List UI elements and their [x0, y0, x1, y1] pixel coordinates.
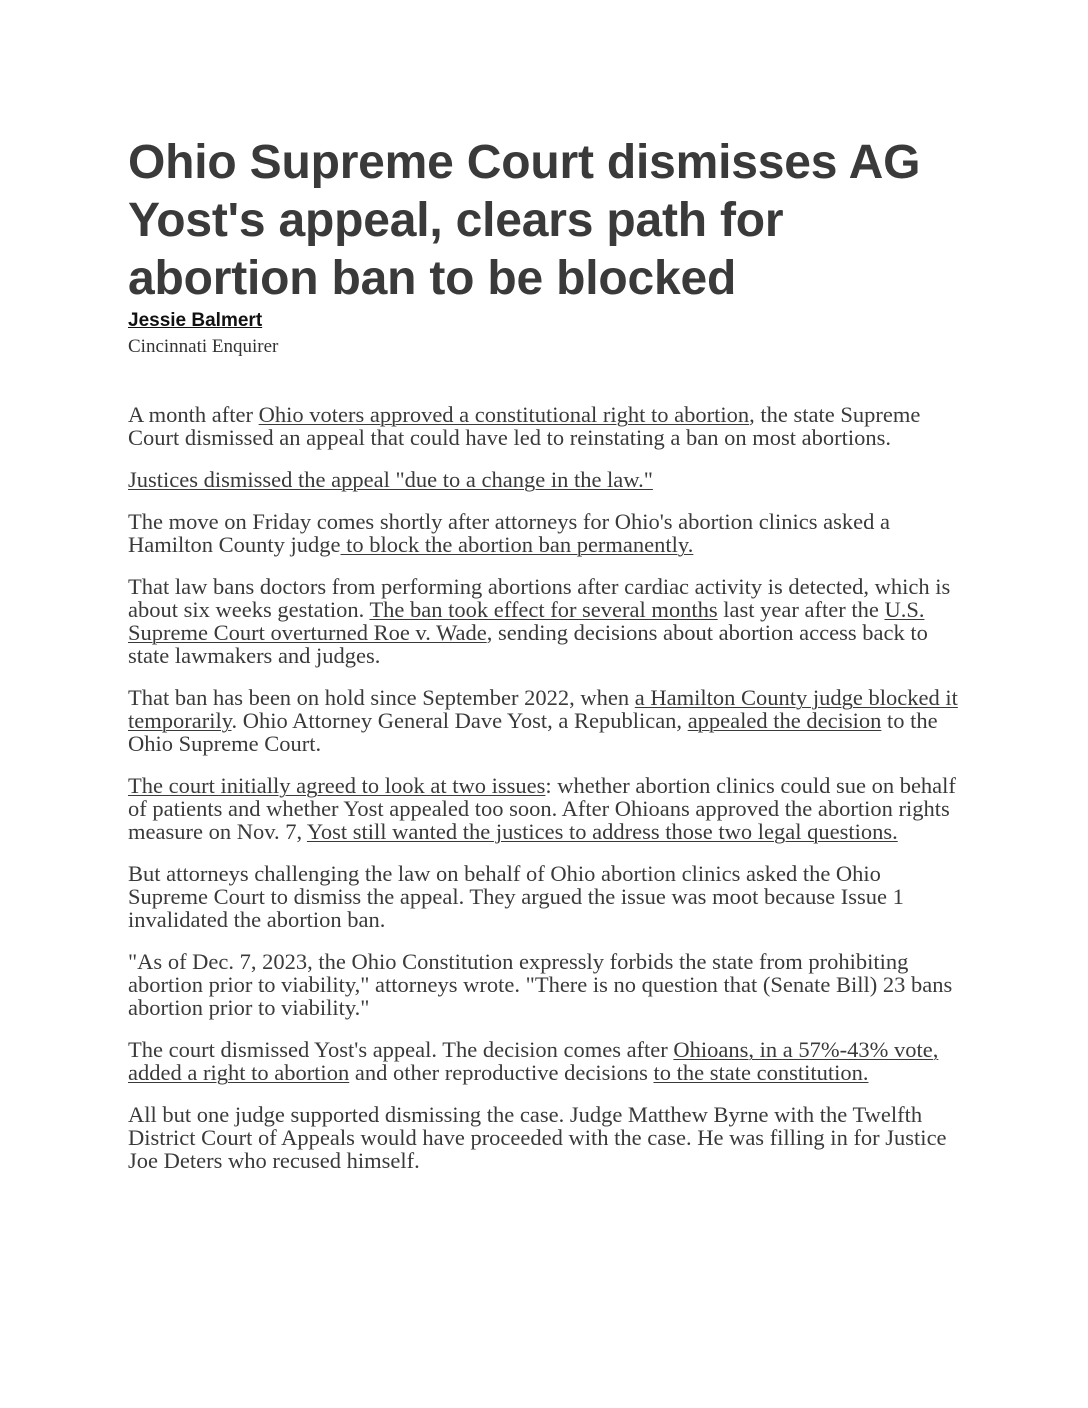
link-yost-still-wanted[interactable]: Yost still wanted the justices to address those two legal questions. — [306, 819, 898, 844]
paragraph-10 — [128, 1103, 958, 1172]
link-vote-result[interactable]: Ohioans, in a 57%-43% vote, added a right to abortion — [128, 1037, 939, 1085]
text: The move on Friday comes shortly after attorneys for Ohio's abortion clinics asked a Hamilton County judge — [128, 509, 890, 557]
link-court-agreed[interactable]: The court initially agreed to look at two issues — [128, 773, 546, 798]
link-judge-blocked[interactable]: a Hamilton County judge blocked it temporarily — [128, 685, 958, 733]
paragraph-4 — [128, 575, 958, 667]
text: to the Ohio Supreme Court. — [128, 708, 938, 756]
text: That ban has been on hold since September 2022, when — [128, 685, 635, 710]
text: A month after — [128, 402, 259, 427]
text: and other reproductive decisions — [349, 1060, 654, 1085]
author-link[interactable]: Jessie Balmert — [128, 310, 263, 331]
paragraph-3 — [128, 510, 958, 556]
text: The court dismissed Yost's appeal. The decision comes after — [128, 1037, 674, 1062]
paragraph-7 — [128, 862, 958, 931]
link-ban-took-effect[interactable]: The ban took effect for several months — [369, 597, 718, 622]
text: . Ohio Attorney General Dave Yost, a Republican, — [231, 708, 688, 733]
outlet-name: Cincinnati Enquirer — [128, 336, 279, 357]
text: "As of Dec. 7, 2023, the Ohio Constitution expressly forbids the state from prohibiting abortion prior to viability," attorneys wrote. "There is no question that (Senate Bill) 23 bans abortion prior to viability." — [128, 949, 953, 1020]
link-block-ban-permanently[interactable]: to block the abortion ban permanently. — [340, 532, 694, 557]
text: That law bans doctors from performing abortions after cardiac activity is detected, which is about six weeks gestation. — [128, 574, 951, 622]
text: last year after the — [717, 597, 885, 622]
link-appealed-decision[interactable]: appealed the decision — [687, 708, 882, 733]
paragraph-2 — [128, 468, 958, 491]
paragraph-1 — [128, 403, 958, 449]
paragraph-6 — [128, 774, 958, 843]
article-body — [128, 403, 958, 1172]
link-justices-dismissed[interactable]: Justices dismissed the appeal "due to a change in the law." — [128, 467, 653, 492]
text: All but one judge supported dismissing the case. Judge Matthew Byrne with the Twelfth District Court of Appeals would have proceeded with the case. He was filling in for Justice Joe Deters who recused himself. — [128, 1102, 947, 1173]
text: , the state Supreme Court dismissed an appeal that could have led to reinstating a ban on most abortions. — [128, 402, 921, 450]
paragraph-8 — [128, 950, 958, 1019]
link-roe-overturned[interactable]: U.S. Supreme Court overturned Roe v. Wade — [128, 597, 925, 645]
text: But attorneys challenging the law on behalf of Ohio abortion clinics asked the Ohio Supreme Court to dismiss the appeal. They argued the issue was moot because Issue 1 invalidated the abortion ban. — [128, 861, 904, 932]
link-voters-approved[interactable]: Ohio voters approved a constitutional right to abortion — [258, 402, 750, 427]
link-state-constitution[interactable]: to the state constitution. — [653, 1060, 869, 1085]
text: : whether abortion clinics could sue on behalf of patients and whether Yost appealed too soon. After Ohioans approved the abortion rights measure on Nov. 7, — [128, 773, 956, 844]
paragraph-5 — [128, 686, 958, 755]
text: , sending decisions about abortion access back to state lawmakers and judges. — [128, 620, 928, 668]
paragraph-9 — [128, 1038, 958, 1084]
headline: Ohio Supreme Court dismisses AG Yost's appeal, clears path for abortion ban to be blocked — [128, 136, 921, 305]
article-page — [128, 134, 958, 1191]
